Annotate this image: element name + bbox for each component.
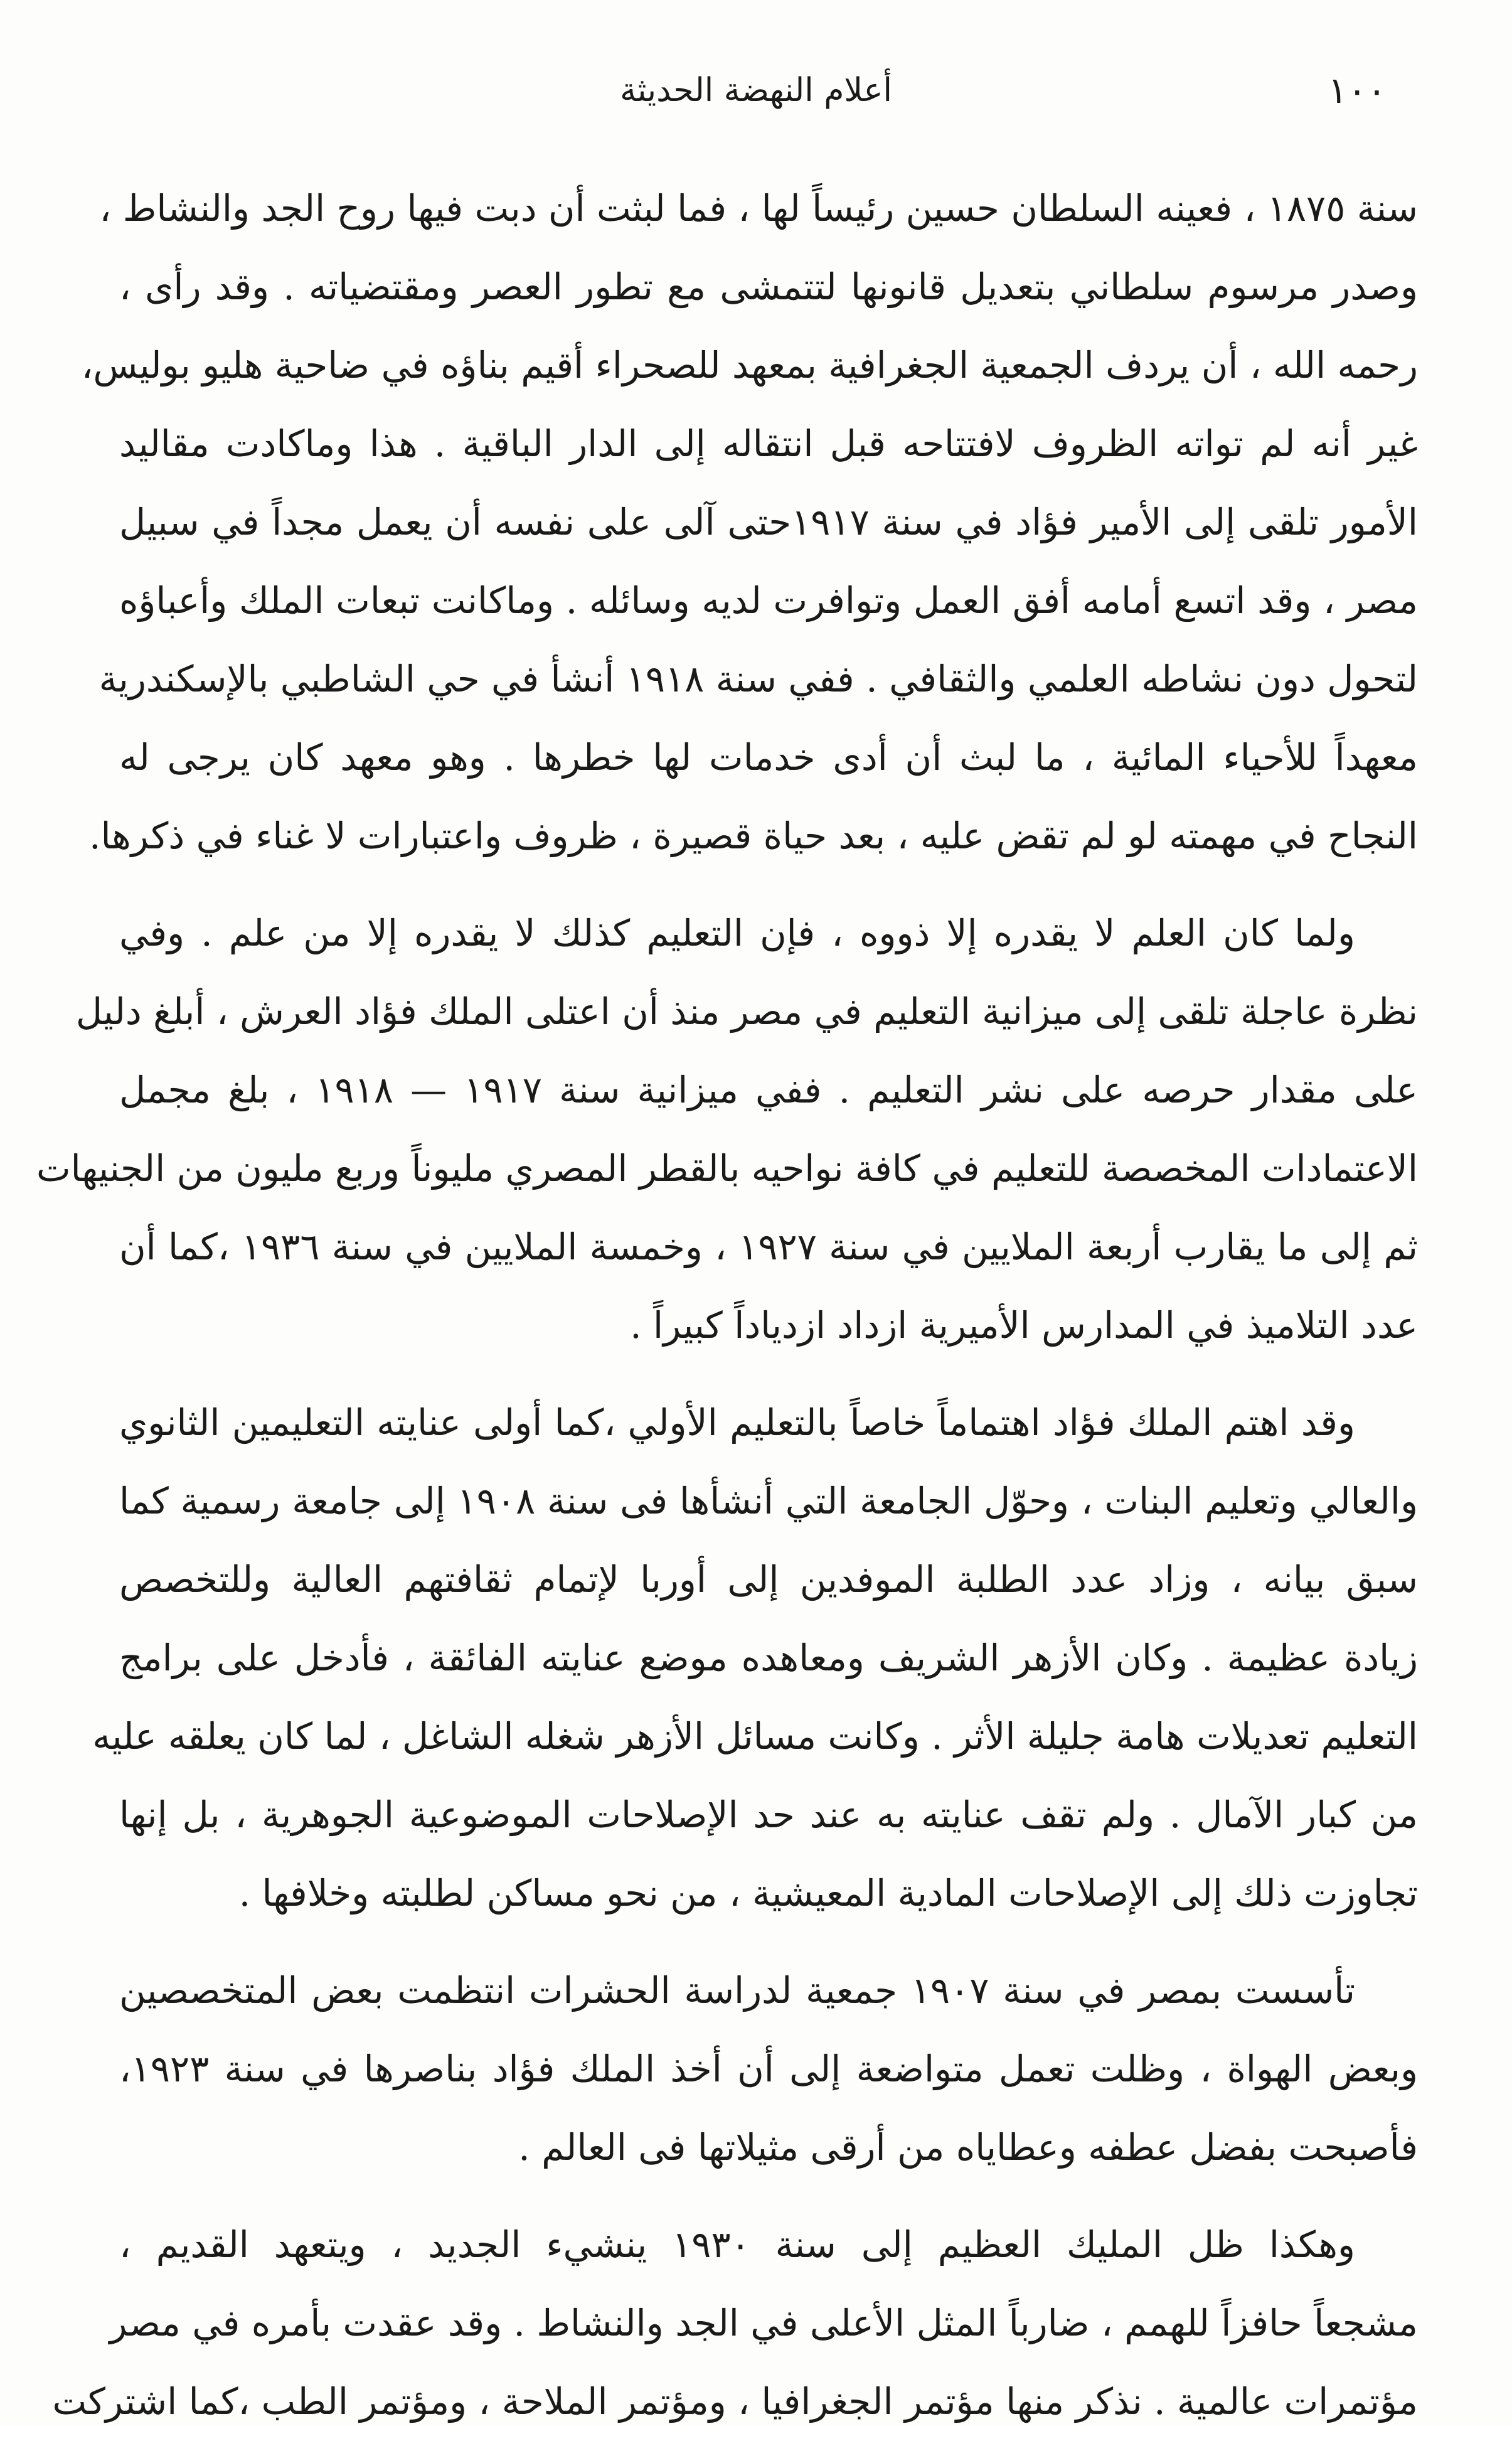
paragraph <box>119 1952 1418 2187</box>
text-line: معهداً للأحياء المائية ، ما لبث أن أدى خدمات لها خطرها . وهو معهد كان يرجى له <box>119 736 1418 779</box>
text-line: تجاوزت ذلك إلى الإصلاحات المادية المعيشية ، من نحو مساكن لطلبته وخلافها . <box>238 1872 1418 1915</box>
text-line: نظرة عاجلة تلقى إلى ميزانية التعليم في مصر منذ أن اعتلى الملك فؤاد العرش ، أبلغ دليل <box>75 990 1418 1033</box>
text-line: النجاح في مهمته لو لم تقض عليه ، بعد حياة قصيرة ، ظروف واعتبارات لا غناء في ذكرها. <box>89 815 1418 857</box>
paragraph <box>81 169 1418 875</box>
text-line: على مقدار حرصه على نشر التعليم . ففي ميزانية سنة ١٩١٧ — ١٩١٨ ، بلغ مجمل <box>119 1069 1418 1111</box>
text-line: رحمه الله ، أن يردف الجمعية الجغرافية بمعهد للصحراء أقيم بناؤه في ضاحية هليو بوليس، <box>81 344 1418 387</box>
text-line: وهكذا ظل المليك العظيم إلى سنة ١٩٣٠ ينشيء الجديد ، ويتعهد القديم ، <box>119 2223 1355 2266</box>
text-line: سبق بيانه ، وزاد عدد الطلبة الموفدين إلى أوربا لإتمام ثقافتهم العالية وللتخصص <box>119 1558 1418 1601</box>
paragraph <box>52 2206 1418 2441</box>
text-line: ثم إلى ما يقارب أربعة الملايين في سنة ١٩٢٧ ، وخمسة الملايين في سنة ١٩٣٦ ،كما أن <box>119 1226 1418 1268</box>
text-line: مشجعاً حافزاً للهمم ، ضارباً المثل الأعلى في الجد والنشاط . وقد عقدت بأمره في مصر <box>109 2302 1418 2344</box>
text-line: الاعتمادات المخصصة للتعليم في كافة نواحيه بالقطر المصري مليوناً وربع مليون من الجنيهات <box>36 1147 1418 1190</box>
text-line: من كبار الآمال . ولم تقف عنايته به عند حد الإصلاحات الموضوعية الجوهرية ، بل إنها <box>119 1793 1418 1836</box>
text-line: مؤتمرات عالمية . نذكر منها مؤتمر الجغرافيا ، ومؤتمر الملاحة ، ومؤتمر الطب ،كما اشتركت <box>52 2380 1418 2423</box>
text-line: وصدر مرسوم سلطاني بتعديل قانونها لتتمشى مع تطور العصر ومقتضياته . وقد رأى ، <box>119 265 1418 308</box>
text-line: غير أنه لم تواته الظروف لافتتاحه قبل انتقاله إلى الدار الباقية . هذا وماكادت مقاليد <box>119 422 1418 465</box>
paragraph <box>36 894 1418 1365</box>
text-line: وقد اهتم الملك فؤاد اهتماماً خاصاً بالتعليم الأولي ،كما أولى عنايته التعليمين الثانوي <box>119 1401 1355 1444</box>
text-line: وبعض الهواة ، وظلت تعمل متواضعة إلى أن أخذ الملك فؤاد بناصرها في سنة ١٩٢٣، <box>119 2048 1418 2090</box>
text-line: سنة ١٨٧٥ ، فعينه السلطان حسين رئيساً لها ، فما لبثت أن دبت فيها روح الجد والنشاط ، <box>99 187 1418 230</box>
page-number: ١٠٠ <box>1328 69 1387 112</box>
running-title: أعلام النهضة الحديثة <box>620 72 892 109</box>
text-line: عدد التلاميذ في المدارس الأميرية ازداد ازدياداً كبيراً . <box>630 1304 1418 1347</box>
page-header <box>125 63 1387 132</box>
text-line: والعالي وتعليم البنات ، وحوّل الجامعة التي أنشأها فى سنة ١٩٠٨ إلى جامعة رسمية كما <box>119 1480 1418 1522</box>
text-line: ولما كان العلم لا يقدره إلا ذووه ، فإن التعليم كذلك لا يقدره إلا من علم . وفي <box>119 912 1355 954</box>
paragraph <box>92 1384 1418 1933</box>
text-line: التعليم تعديلات هامة جليلة الأثر . وكانت مسائل الأزهر شغله الشاغل ، لما كان يعلقه عليه <box>92 1715 1418 1758</box>
text-line: الأمور تلقى إلى الأمير فؤاد في سنة ١٩١٧حتى آلى على نفسه أن يعمل مجداً في سبيل <box>119 501 1418 543</box>
body-text <box>36 169 1418 2441</box>
text-line: فأصبحت بفضل عطفه وعطاياه من أرقى مثيلاتها فى العالم . <box>518 2126 1418 2169</box>
text-line: لتحول دون نشاطه العلمي والثقافي . ففي سنة ١٩١٨ أنشأ في حي الشاطبي بالإسكندرية <box>98 658 1418 700</box>
text-line: مصر ، وقد اتسع أمامه أفق العمل وتوافرت لديه وسائله . وماكانت تبعات الملك وأعباؤه <box>119 579 1418 622</box>
text-line: تأسست بمصر في سنة ١٩٠٧ جمعية لدراسة الحشرات انتظمت بعض المتخصصين <box>119 1969 1355 2012</box>
text-line: زيادة عظيمة . وكان الأزهر الشريف ومعاهده موضع عنايته الفائقة ، فأدخل على برامج <box>119 1637 1418 1679</box>
